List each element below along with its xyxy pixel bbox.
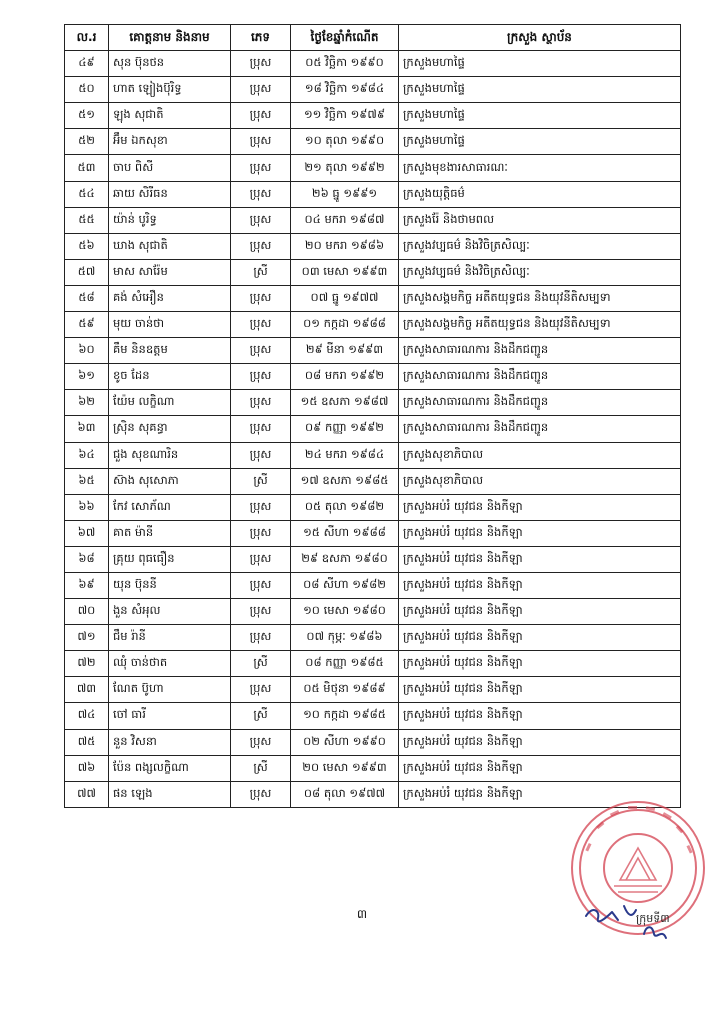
row-number: ៥៧ <box>65 259 109 285</box>
row-ministry: ក្រសួងសាធារណការ និងដឹកជញ្ជូន <box>399 338 681 364</box>
row-ministry: ក្រសួងសង្គមកិច្ច អតីតយុទ្ធជន និងយុវនីតិសម្បទា <box>399 312 681 338</box>
row-sex: ប្រុស <box>231 364 291 390</box>
row-number: ៧៣ <box>65 677 109 703</box>
row-sex: ប្រុស <box>231 129 291 155</box>
row-sex: ប្រុស <box>231 494 291 520</box>
row-dob: ២០ មករា ១៩៨៦ <box>291 233 399 259</box>
row-sex: ប្រុស <box>231 416 291 442</box>
row-ministry: ក្រសួងសាធារណការ និងដឹកជញ្ជូន <box>399 364 681 390</box>
row-name: យ៉ាន់ បូរិទ្ធ <box>109 207 231 233</box>
row-ministry: ក្រសួងមុខងារសាធារណៈ <box>399 155 681 181</box>
row-dob: ០៥ វិច្ឆិកា ១៩៩០ <box>291 51 399 77</box>
row-number: ៥៥ <box>65 207 109 233</box>
row-name: ស្រ៊ិន សុគន្ធា <box>109 416 231 442</box>
row-ministry: ក្រសួងអប់រំ យុវជន និងកីឡា <box>399 729 681 755</box>
row-dob: ០៣ មេសា ១៩៩៣ <box>291 259 399 285</box>
seal-emblem <box>614 848 662 892</box>
header-dob: ថ្ងៃខែឆ្នាំកំណើត <box>291 25 399 51</box>
row-sex: ស្រី <box>231 259 291 285</box>
table-row <box>65 77 681 103</box>
row-number: ៧៤ <box>65 703 109 729</box>
row-number: ៦៧ <box>65 520 109 546</box>
table-row <box>65 312 681 338</box>
row-dob: ០៥ តុលា ១៩៨២ <box>291 494 399 520</box>
row-name: ជួង សុខណារិន <box>109 442 231 468</box>
table-row <box>65 364 681 390</box>
row-sex: ប្រុស <box>231 390 291 416</box>
row-ministry: ក្រសួងអប់រំ យុវជន និងកីឡា <box>399 520 681 546</box>
row-dob: ១៥ ឧសភា ១៩៨៧ <box>291 390 399 416</box>
row-sex: ប្រុស <box>231 181 291 207</box>
row-dob: ១០ តុលា ១៩៩០ <box>291 129 399 155</box>
row-number: ៦៤ <box>65 442 109 468</box>
row-number: ៧៦ <box>65 755 109 781</box>
row-number: ៧៧ <box>65 781 109 807</box>
row-sex: ស្រី <box>231 468 291 494</box>
row-dob: ១១ វិច្ឆិកា ១៩៧៩ <box>291 103 399 129</box>
row-sex: ប្រុស <box>231 546 291 572</box>
row-ministry: ក្រសួងមហាផ្ទៃ <box>399 77 681 103</box>
row-dob: ២៦ ធ្នូ ១៩៩១ <box>291 181 399 207</box>
row-dob: ០១ កក្កដា ១៩៨៨ <box>291 312 399 338</box>
row-dob: ២៩ ឧសភា ១៩៨០ <box>291 546 399 572</box>
row-name: ឆាយ សិរីធន <box>109 181 231 207</box>
row-dob: ០២ សីហា ១៩៩០ <box>291 729 399 755</box>
row-name: មាស សារ៉ែម <box>109 259 231 285</box>
row-number: ៦០ <box>65 338 109 364</box>
table-row <box>65 155 681 181</box>
row-name: នួន វិសនា <box>109 729 231 755</box>
row-sex: ប្រុស <box>231 312 291 338</box>
row-number: ៥៩ <box>65 312 109 338</box>
table-row <box>65 390 681 416</box>
row-sex: ប្រុស <box>231 77 291 103</box>
roster-table <box>64 24 681 808</box>
row-name: ប៉ែន ពង្សលក្ខិណា <box>109 755 231 781</box>
header-name: គោត្តនាម និងនាម <box>109 25 231 51</box>
row-number: ៥៤ <box>65 181 109 207</box>
row-sex: ប្រុស <box>231 781 291 807</box>
table-row <box>65 285 681 311</box>
row-dob: ១០ មេសា ១៩៨០ <box>291 599 399 625</box>
row-sex: ប្រុស <box>231 207 291 233</box>
table-row <box>65 129 681 155</box>
table-row <box>65 625 681 651</box>
table-row <box>65 181 681 207</box>
row-ministry: ក្រសួងអប់រំ យុវជន និងកីឡា <box>399 755 681 781</box>
row-sex: ប្រុស <box>231 677 291 703</box>
table-row <box>65 442 681 468</box>
row-dob: ២៩ មីនា ១៩៩៣ <box>291 338 399 364</box>
row-name: មុយ ចាន់ថា <box>109 312 231 338</box>
table-row <box>65 572 681 598</box>
row-number: ៧៥ <box>65 729 109 755</box>
row-dob: ១៧ ឧសភា ១៩៨៥ <box>291 468 399 494</box>
row-name: យ៉ែម លក្ខិណា <box>109 390 231 416</box>
row-name: ជឹម រ៉ានី <box>109 625 231 651</box>
row-sex: ប្រុស <box>231 729 291 755</box>
row-number: ៦៦ <box>65 494 109 520</box>
row-ministry: ក្រសួងអប់រំ យុវជន និងកីឡា <box>399 546 681 572</box>
row-sex: ស្រី <box>231 755 291 781</box>
row-number: ៥៣ <box>65 155 109 181</box>
row-dob: ០៧ កុម្ភៈ ១៩៨៦ <box>291 625 399 651</box>
row-number: ៧០ <box>65 599 109 625</box>
table-row <box>65 207 681 233</box>
row-sex: ប្រុស <box>231 572 291 598</box>
row-ministry: ក្រសួងយុត្តិធម៌ <box>399 181 681 207</box>
row-dob: ១៥ សីហា ១៩៨៨ <box>291 520 399 546</box>
row-name: ងួន សំអុល <box>109 599 231 625</box>
row-dob: ០៨ តុលា ១៩៧៧ <box>291 781 399 807</box>
row-ministry: ក្រសួងមហាផ្ទៃ <box>399 103 681 129</box>
table-row <box>65 677 681 703</box>
table-row <box>65 755 681 781</box>
row-name: ស៊ាង សុសោភា <box>109 468 231 494</box>
row-name: គាត ម៉ានី <box>109 520 231 546</box>
row-sex: ប្រុស <box>231 599 291 625</box>
row-sex: ប្រុស <box>231 520 291 546</box>
row-name: ណែត ប៊ូហា <box>109 677 231 703</box>
row-number: ៧២ <box>65 651 109 677</box>
row-sex: ប្រុស <box>231 103 291 129</box>
row-name: ចាប ពិសី <box>109 155 231 181</box>
row-ministry: ក្រសួងសុខាភិបាល <box>399 442 681 468</box>
table-row <box>65 599 681 625</box>
row-sex: ប្រុស <box>231 625 291 651</box>
row-name: ចៅ ធារី <box>109 703 231 729</box>
table-row <box>65 416 681 442</box>
table-row <box>65 729 681 755</box>
row-name: អ៊ឹម ឯកសុខា <box>109 129 231 155</box>
row-ministry: ក្រសួងវប្បធម៌ និងវិចិត្រសិល្បៈ <box>399 233 681 259</box>
table-row <box>65 233 681 259</box>
row-dob: ២៤ មករា ១៩៨៤ <box>291 442 399 468</box>
row-number: ៧១ <box>65 625 109 651</box>
row-sex: ប្រុស <box>231 338 291 364</box>
row-number: ៦៩ <box>65 572 109 598</box>
row-ministry: ក្រសួងអប់រំ យុវជន និងកីឡា <box>399 781 681 807</box>
row-ministry: ក្រសួងអប់រំ យុវជន និងកីឡា <box>399 651 681 677</box>
row-dob: ០៨ កញ្ញា ១៩៨៥ <box>291 651 399 677</box>
header-sex: ភេទ <box>231 25 291 51</box>
team-label: ក្រុមទី៣ <box>636 912 670 925</box>
table-row <box>65 338 681 364</box>
row-name: សុន ប៊ុនថន <box>109 51 231 77</box>
row-ministry: ក្រសួងអប់រំ យុវជន និងកីឡា <box>399 625 681 651</box>
table-row <box>65 494 681 520</box>
row-sex: ប្រុស <box>231 442 291 468</box>
row-number: ៦២ <box>65 390 109 416</box>
row-ministry: ក្រសួងអប់រំ យុវជន និងកីឡា <box>399 494 681 520</box>
row-name: គ្រុយ ពុធធឿន <box>109 546 231 572</box>
row-ministry: ក្រសួងសាធារណការ និងដឹកជញ្ជូន <box>399 416 681 442</box>
table-row <box>65 520 681 546</box>
row-name: គឹម និនឧត្តម <box>109 338 231 364</box>
table-row <box>65 259 681 285</box>
table-row <box>65 468 681 494</box>
row-name: ខូច ដែន <box>109 364 231 390</box>
row-number: ៦១ <box>65 364 109 390</box>
row-number: ៥៨ <box>65 285 109 311</box>
row-dob: ១០ កក្កដា ១៩៨៥ <box>291 703 399 729</box>
row-name: ឡុង សុជាតិ <box>109 103 231 129</box>
row-sex: ស្រី <box>231 651 291 677</box>
row-ministry: ក្រសួងសាធារណការ និងដឹកជញ្ជូន <box>399 390 681 416</box>
row-number: ៥១ <box>65 103 109 129</box>
row-dob: ០៧ ធ្នូ ១៩៧៧ <box>291 285 399 311</box>
page-number: ៣ <box>356 907 368 921</box>
header-row <box>65 25 681 51</box>
row-number: ៦៥ <box>65 468 109 494</box>
row-ministry: ក្រសួងសុខាភិបាល <box>399 468 681 494</box>
row-ministry: ក្រសួងមហាផ្ទៃ <box>399 129 681 155</box>
row-ministry: ក្រសួងរ៉ែ និងថាមពល <box>399 207 681 233</box>
row-name: ផន ឡេង <box>109 781 231 807</box>
row-ministry: ក្រសួងអប់រំ យុវជន និងកីឡា <box>399 599 681 625</box>
row-name: ហាត ឡៀងប៊ុរិទ្ធ <box>109 77 231 103</box>
row-sex: ប្រុស <box>231 233 291 259</box>
row-ministry: ក្រសួងសង្គមកិច្ច អតីតយុទ្ធជន និងយុវនីតិសម្បទា <box>399 285 681 311</box>
row-ministry: ក្រសួងមហាផ្ទៃ <box>399 51 681 77</box>
row-dob: ២០ មេសា ១៩៩៣ <box>291 755 399 781</box>
table-row <box>65 703 681 729</box>
header-no: ល.រ <box>65 25 109 51</box>
row-number: ៥២ <box>65 129 109 155</box>
row-dob: ០៩ កញ្ញា ១៩៩២ <box>291 416 399 442</box>
row-dob: ០៨ សីហា ១៩៨២ <box>291 572 399 598</box>
row-dob: ០៥ មិថុនា ១៩៨៩ <box>291 677 399 703</box>
row-dob: ០៤ មករា ១៩៨៧ <box>291 207 399 233</box>
row-number: ៦៣ <box>65 416 109 442</box>
table-row <box>65 103 681 129</box>
table-row <box>65 651 681 677</box>
row-ministry: ក្រសួងអប់រំ យុវជន និងកីឡា <box>399 572 681 598</box>
row-sex: ប្រុស <box>231 285 291 311</box>
row-name: ឈុំ ចាន់ថាត <box>109 651 231 677</box>
row-ministry: ក្រសួងវប្បធម៌ និងវិចិត្រសិល្បៈ <box>399 259 681 285</box>
row-ministry: ក្រសួងអប់រំ យុវជន និងកីឡា <box>399 677 681 703</box>
row-number: ៤៩ <box>65 51 109 77</box>
row-sex: ប្រុស <box>231 51 291 77</box>
header-ministry: ក្រសួង ស្ថាប័ន <box>399 25 681 51</box>
row-name: កែវ សោភ័ណ <box>109 494 231 520</box>
official-seal <box>548 788 718 958</box>
row-ministry: ក្រសួងអប់រំ យុវជន និងកីឡា <box>399 703 681 729</box>
row-name: ឃាង សុជាតិ <box>109 233 231 259</box>
row-number: ៥០ <box>65 77 109 103</box>
row-sex: ស្រី <box>231 703 291 729</box>
row-dob: ១៨ វិច្ឆិកា ១៩៨៤ <box>291 77 399 103</box>
row-name: គង់ សំអឿន <box>109 285 231 311</box>
row-dob: ២១ តុលា ១៩៩២ <box>291 155 399 181</box>
row-number: ៥៦ <box>65 233 109 259</box>
table-row <box>65 546 681 572</box>
row-number: ៦៨ <box>65 546 109 572</box>
table-row <box>65 51 681 77</box>
row-name: យុន ប៊ុននី <box>109 572 231 598</box>
row-dob: ០៨ មករា ១៩៩២ <box>291 364 399 390</box>
row-sex: ប្រុស <box>231 155 291 181</box>
